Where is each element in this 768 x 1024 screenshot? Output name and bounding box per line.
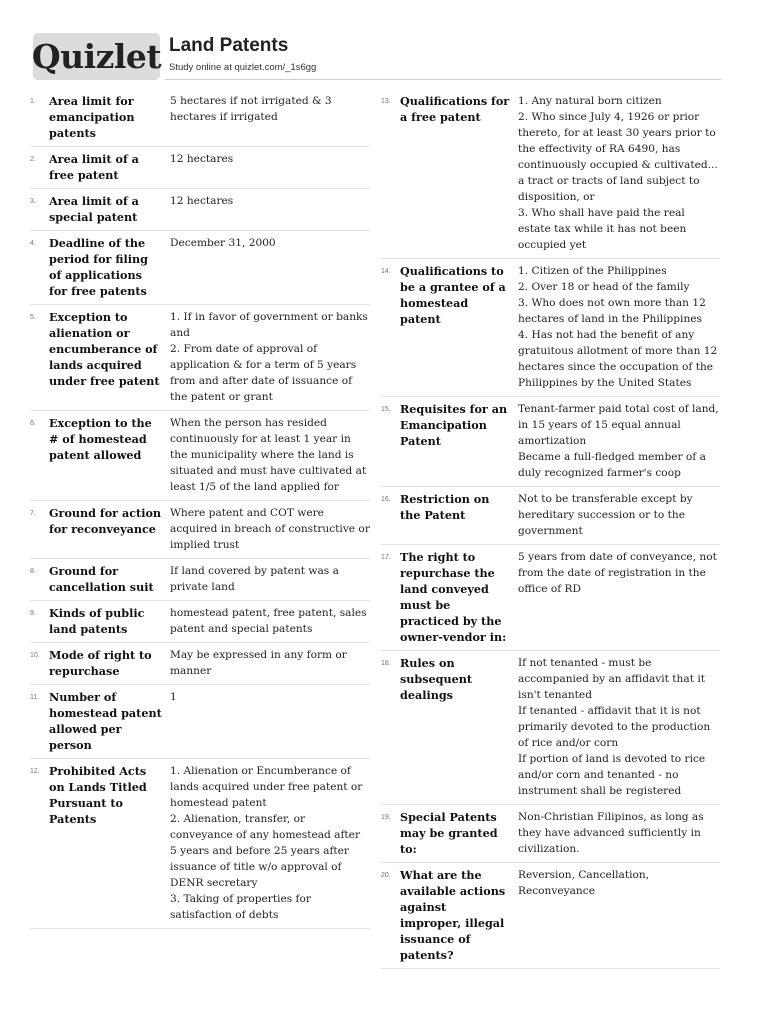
header-divider (165, 79, 721, 80)
card-term: Kinds of public land patents (49, 606, 145, 636)
card-number: 7. (30, 510, 36, 517)
card-definition: 12 hectares (170, 153, 234, 165)
left-card-column (30, 89, 370, 929)
card-number: 1. (30, 98, 36, 105)
card-term: Ground for action for reconveyance (49, 506, 162, 536)
flashcard (30, 231, 370, 305)
card-definition: Where patent and COT were acquired in breach of constructive or implied trust (170, 507, 370, 551)
quizlet-logo[interactable]: Quizlet (33, 33, 160, 80)
card-number: 5. (30, 314, 36, 321)
flashcard (30, 147, 370, 189)
card-number: 17. (381, 554, 391, 561)
card-definition: 1 (170, 691, 177, 703)
card-term: Area limit of a free patent (49, 152, 139, 182)
card-number: 8. (30, 568, 36, 575)
card-definition: 1. Citizen of the Philippines 2. Over 18 or head of the family 3. Who does not own more than 12 hectares of land in the Philippines 4. Has not had the benefit of any gratuitous allotment of more than 12 hectares since the occupation of the Philippines by the United States (518, 265, 718, 389)
flashcard (381, 545, 720, 651)
card-number: 11. (30, 694, 40, 701)
card-term: Mode of right to repurchase (49, 648, 152, 678)
card-term: Qualifications for a free patent (400, 94, 510, 124)
card-term: Area limit for emancipation patents (49, 94, 135, 140)
card-term: Rules on subsequent dealings (400, 656, 473, 702)
card-number: 2. (30, 156, 36, 163)
page-title: Land Patents (169, 35, 289, 56)
card-term: Area limit of a special patent (49, 194, 139, 224)
card-definition: If land covered by patent was a private land (170, 565, 339, 593)
card-definition: May be expressed in any form or manner (170, 649, 347, 677)
card-number: 10. (30, 652, 40, 659)
flashcard (381, 863, 720, 969)
flashcard (381, 89, 720, 259)
flashcard (30, 189, 370, 231)
card-term: Special Patents may be granted to: (400, 810, 498, 856)
card-term: What are the available actions against improper, illegal issuance of patents? (400, 868, 506, 962)
flashcard (381, 259, 720, 397)
flashcard (30, 411, 370, 501)
flashcard (381, 805, 720, 863)
card-number: 18. (381, 660, 391, 667)
card-term: Qualifications to be a grantee of a homestead patent (400, 264, 506, 326)
flashcard (30, 501, 370, 559)
flashcard (30, 759, 370, 929)
card-term: Number of homestead patent allowed per person (49, 690, 162, 752)
flashcard (30, 643, 370, 685)
card-term: Requisites for an Emancipation Patent (400, 402, 508, 448)
card-definition: 5 hectares if not irrigated & 3 hectares if irrigated (170, 95, 332, 123)
flashcard (30, 685, 370, 759)
flashcard (30, 89, 370, 147)
flashcard (381, 651, 720, 805)
flashcard (30, 305, 370, 411)
right-card-column (381, 89, 720, 969)
card-term: Deadline of the period for filing of applications for free patents (49, 236, 148, 298)
flashcard (381, 397, 720, 487)
card-definition: If not tenanted - must be accompanied by an affidavit that it isn't tenanted If tenanted - affidavit that it is not primarily devoted to the production of rice and/or corn If portion of land is devoted to rice and/or corn and tenanted - no instrument shall be registered (518, 657, 711, 797)
card-number: 6. (30, 420, 36, 427)
card-definition: When the person has resided continuously for at least 1 year in the municipality where the land is situated and must have cultivated at least 1/5 of the land applied for (170, 417, 367, 493)
page-header (33, 33, 721, 80)
card-definition: Non-Christian Filipinos, as long as they have advanced sufficiently in civilization. (518, 811, 704, 855)
card-definition: 1. If in favor of government or banks and 2. From date of approval of application & for a term of 5 years from and after date of issuance of the patent or grant (170, 311, 368, 403)
card-number: 13. (381, 98, 391, 105)
card-term: Exception to the # of homestead patent allowed (49, 416, 152, 462)
flashcard (381, 487, 720, 545)
card-definition: 5 years from date of conveyance, not from the date of registration in the office of RD (518, 551, 717, 595)
card-term: Exception to alienation or encumberance of lands acquired under free patent (49, 310, 160, 388)
card-number: 3. (30, 198, 36, 205)
card-definition: 12 hectares (170, 195, 234, 207)
card-term: The right to repurchase the land conveyed must be practiced by the owner-vendor in: (400, 550, 507, 644)
card-term: Restriction on the Patent (400, 492, 490, 522)
card-definition: 1. Alienation or Encumberance of lands acquired under free patent or homestead patent 2. Alienation, transfer, or conveyance of any homestead after 5 years and before 25 years after issuance of title w/o approval of DENR secretary 3. Taking of properties for satisfaction of debts (170, 765, 363, 921)
card-definition: Reversion, Cancellation, Reconveyance (518, 869, 650, 897)
card-definition: 1. Any natural born citizen 2. Who since July 4, 1926 or prior thereto, for at least 30 years prior to the effectivity of RA 6490, has continuously occupied & cultivated... a tract or tracts of land subject to disposition, or 3. Who shall have paid the real estate tax while it has not been occupied yet (518, 95, 718, 251)
flashcard (30, 601, 370, 643)
card-definition: December 31, 2000 (170, 237, 276, 249)
card-number: 4. (30, 240, 36, 247)
card-term: Ground for cancellation suit (49, 564, 154, 594)
card-term: Prohibited Acts on Lands Titled Pursuant to Patents (49, 764, 147, 826)
card-number: 15. (381, 406, 391, 413)
card-number: 12. (30, 768, 40, 775)
card-definition: Not to be transferable except by hereditary succession or to the government (518, 493, 693, 537)
card-number: 20. (381, 872, 391, 879)
card-definition: Tenant-farmer paid total cost of land, in 15 years of 15 equal annual amortization Became a full-fledged member of a duly recognized farmer's coop (518, 403, 719, 479)
flashcard (30, 559, 370, 601)
card-definition: homestead patent, free patent, sales patent and special patents (170, 607, 367, 635)
card-number: 16. (381, 496, 391, 503)
study-online-link[interactable]: Study online at quizlet.com/_1s6gg (169, 62, 317, 73)
card-number: 19. (381, 814, 391, 821)
card-number: 9. (30, 610, 36, 617)
card-number: 14. (381, 268, 391, 275)
